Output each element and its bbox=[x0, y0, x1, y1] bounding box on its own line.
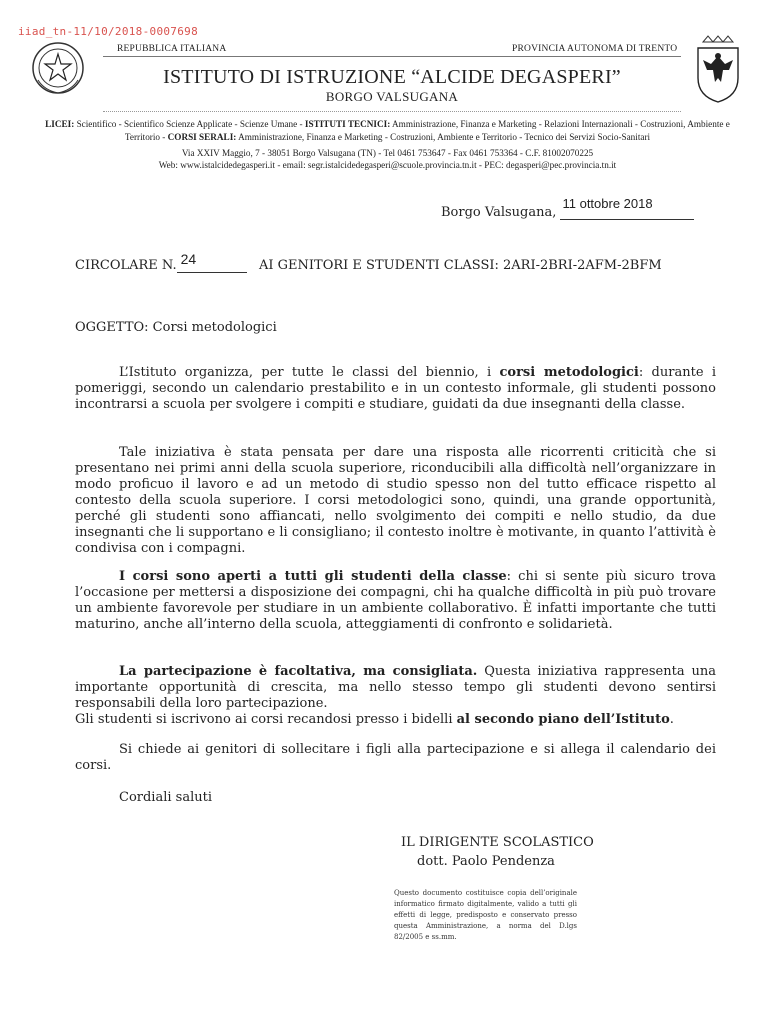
paragraph-1 bbox=[75, 365, 716, 413]
web-line: Web: www.istalcidedegasperi.it - email: segr.istalcidedegasperi@scuole.provincia.tn.it - PEC: degasperi@pec.provincia.tn.it bbox=[158, 160, 617, 170]
trentino-eagle-coat-of-arms-icon bbox=[693, 34, 743, 104]
date-field bbox=[560, 196, 694, 220]
tecnici-label: ISTITUTI TECNICI: bbox=[304, 119, 391, 129]
header-left-label: REPUBBLICA ITALIANA bbox=[117, 44, 227, 54]
licei-label: LICEI: bbox=[45, 119, 75, 129]
course-list bbox=[30, 118, 745, 144]
header-right-label: PROVINCIA AUTONOMA DI TRENTO bbox=[512, 44, 678, 54]
greeting: Cordiali saluti bbox=[119, 790, 212, 805]
p5-text-c: . bbox=[669, 712, 674, 727]
p1-text-a: L’Istituto organizza, per tutte le classi del biennio, i bbox=[119, 365, 500, 380]
circular-recipients: AI GENITORI E STUDENTI CLASSI: 2ARI-2BRI-2AFM-2BFM bbox=[259, 258, 662, 273]
header-divider bbox=[103, 56, 681, 57]
p3-bold: I corsi sono aperti a tutti gli studenti della classe bbox=[119, 569, 507, 584]
circular-number: 24 bbox=[180, 251, 197, 267]
p1-text-c: : durante i pomeriggi, secondo un calendario prestabilito e in un contesto informale, gli studenti possono incontrarsi a scuola per svolgere i compiti e studiare, guidati da due insegnanti della classe. bbox=[75, 365, 716, 412]
date-place: Borgo Valsugana, bbox=[441, 205, 561, 220]
italian-republic-emblem-icon bbox=[30, 40, 86, 96]
signature-name: dott. Paolo Pendenza bbox=[417, 854, 555, 869]
date-line bbox=[441, 196, 694, 220]
circular-label: CIRCOLARE N. bbox=[75, 258, 177, 273]
header-dotted-divider bbox=[103, 111, 681, 112]
paragraph-4 bbox=[75, 664, 716, 728]
p5-bold: al secondo piano dell’Istituto bbox=[456, 712, 670, 727]
paragraph-3 bbox=[75, 569, 716, 633]
contact-block bbox=[30, 147, 745, 171]
serali-label: CORSI SERALI: bbox=[167, 132, 237, 142]
p3-text: : chi si sente più sicuro trova l’occasione per mettersi a disposizione dei compagni, chi ha qualche difficoltà in più può trovare un ambiente favorevole per studiare in un ambiente collaborativo. È infatti importante che tutti maturino, anche all’interno della scuola, atteggiamenti di confronto e solidarietà. bbox=[75, 569, 716, 632]
p4-bold: La partecipazione è facoltativa, ma consigliata. bbox=[119, 664, 478, 679]
paragraph-2: Tale iniziativa è stata pensata per dare una risposta alle ricorrenti criticità che si presentano nei primi anni della scuola superiore, riconducibili alla difficoltà nell’organizzare in modo proficuo il lavoro e ad un metodo di studio spesso non del tutto efficace rispetto al contesto della scuola superiore. I corsi metodologici sono, quindi, una grande opportunità, perché gli studenti sono affiancati, nello svolgimento dei compiti e nello studio, da due insegnanti che li supportano e li consigliano; il contesto inoltre è motivante, in quanto l’attività è condivisa con i compagni. bbox=[75, 445, 716, 556]
circular-line bbox=[75, 251, 662, 273]
protocol-stamp: iiad_tn-11/10/2018-0007698 bbox=[18, 25, 198, 38]
p5-text-a: Gli studenti si iscrivono ai corsi recandosi presso i bidelli bbox=[75, 712, 457, 727]
paragraph-6: Si chiede ai genitori di sollecitare i figli alla partecipazione e si allega il calendario dei corsi. bbox=[75, 742, 716, 773]
school-name: ISTITUTO DI ISTRUZIONE “ALCIDE DEGASPERI” bbox=[163, 66, 621, 88]
date-value: 11 ottobre 2018 bbox=[562, 196, 653, 211]
subject-line: OGGETTO: Corsi metodologici bbox=[75, 320, 277, 335]
school-city: BORGO VALSUGANA bbox=[325, 89, 459, 104]
p1-bold: corsi metodologici bbox=[499, 365, 639, 380]
p5-block bbox=[75, 712, 716, 728]
signature-title: IL DIRIGENTE SCOLASTICO bbox=[401, 835, 594, 850]
licei-text: Scientifico - Scientifico Scienze Applicate - Scienze Umane - bbox=[74, 119, 305, 129]
digital-signature-note: Questo documento costituisce copia dell’originale informatico firmato digitalmente, valido a tutti gli effetti di legge, predisposto e conservato presso questa Amministrazione, a norma del D.lgs 82/2005 e ss.mm. bbox=[394, 889, 577, 941]
p4-block bbox=[75, 664, 716, 712]
address-line: Via XXIV Maggio, 7 - 38051 Borgo Valsugana (TN) - Tel 0461 753647 - Fax 0461 753364 - C.F. 81002070225 bbox=[181, 148, 594, 158]
tecnici-text: Amministrazione, Finanza e Marketing - Relazioni Internazionali - Costruzioni, Ambiente e Territorio - bbox=[124, 119, 730, 142]
circular-number-field bbox=[177, 251, 247, 273]
serali-text: Amministrazione, Finanza e Marketing - Costruzioni, Ambiente e Territorio - Tecnico dei Servizi Socio-Sanitari bbox=[236, 132, 651, 142]
p4-text: Questa iniziativa rappresenta una importante opportunità di crescita, ma nello stesso tempo gli studenti devono sentirsi responsabili della loro partecipazione. bbox=[75, 664, 716, 711]
